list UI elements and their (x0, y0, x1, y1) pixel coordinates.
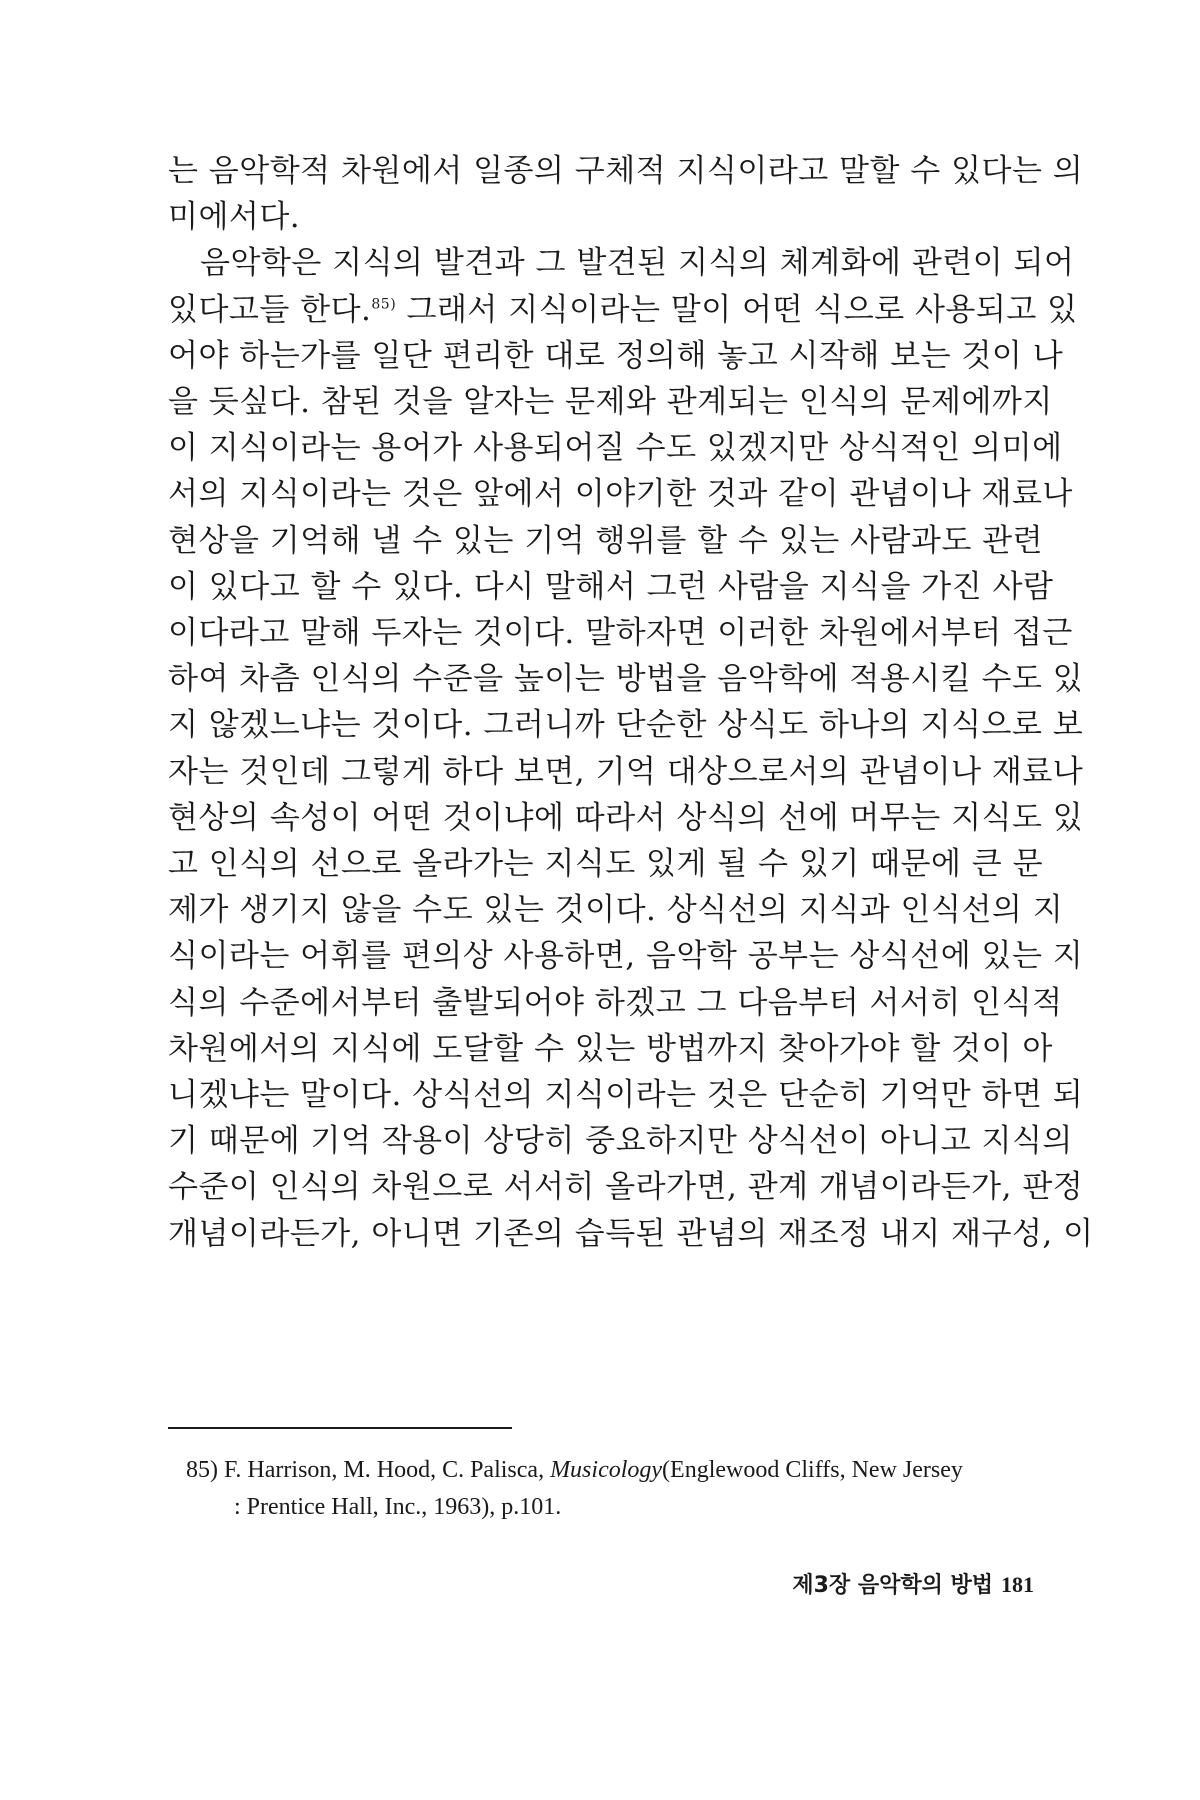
text-line-6: 을 듯싶다. 참된 것을 알자는 문제와 관계되는 인식의 문제에까지 (168, 384, 1053, 421)
footnote-authors: F. Harrison, M. Hood, C. Palisca, (224, 1457, 545, 1483)
text-line-4 (168, 287, 1078, 333)
text-line-7: 이 지식이라는 용어가 사용되어질 수도 있겠지만 상식적인 의미에 (168, 430, 1063, 467)
text-line-14: 자는 것인데 그렇게 하다 보면, 기억 대상으로서의 관념이나 재료나 (168, 753, 1084, 790)
text-line-10: 이 있다고 할 수 있다. 다시 말해서 그런 사람을 지식을 가진 사람 (168, 568, 1054, 605)
text-line-23: 수준이 인식의 차원으로 서서히 올라가면, 관계 개념이라든가, 판정 (168, 1169, 1084, 1206)
text-line-5: 어야 하는가를 일단 편리한 대로 정의해 놓고 시작해 보는 것이 나 (168, 337, 1064, 374)
text-line-17: 제가 생기지 않을 수도 있는 것이다. 상식선의 지식과 인식선의 지 (168, 892, 1064, 929)
text-line-8: 서의 지식이라는 것은 앞에서 이야기한 것과 같이 관념이나 재료나 (168, 476, 1073, 513)
text-line-22: 기 때문에 기억 작용이 상당히 중요하지만 상식선이 아니고 지식의 (168, 1123, 1073, 1160)
footnote-line-2: : Prentice Hall, Inc., 1963), p.101. (234, 1494, 562, 1520)
page-number: 181 (1001, 1572, 1034, 1597)
text-line-19: 식의 수준에서부터 출발되어야 하겠고 그 다음부터 서서히 인식적 (168, 984, 1063, 1021)
text-line-4b: 그래서 지식이라는 말이 어떤 식으로 사용되고 있 (406, 291, 1078, 328)
text-line-24: 개념이라든가, 아니면 기존의 습득된 관념의 재조정 내지 재구성, 이 (168, 1215, 1094, 1252)
text-line-16: 고 인식의 선으로 올라가는 지식도 있게 될 수 있기 때문에 큰 문 (168, 846, 1044, 883)
footnote-line-1 (186, 1452, 1026, 1489)
text-line-3: 음악학은 지식의 발견과 그 발견된 지식의 체계화에 관련이 되어 (200, 245, 1075, 282)
footnote-publisher: (Englewood Cliffs, New Jersey (662, 1457, 963, 1483)
footnote-number: 85) (186, 1457, 218, 1483)
footnote-reference: 85) (371, 296, 397, 313)
text-line-21: 니겠냐는 말이다. 상식선의 지식이라는 것은 단순히 기억만 하면 되 (168, 1077, 1084, 1114)
footnote-block (186, 1452, 1026, 1526)
text-line-11: 이다라고 말해 두자는 것이다. 말하자면 이러한 차원에서부터 접근 (168, 615, 1073, 652)
text-line-18: 식이라는 어휘를 편의상 사용하면, 음악학 공부는 상식선에 있는 지 (168, 938, 1084, 975)
footnote-divider (168, 1427, 512, 1429)
text-line-4a: 있다고들 한다. (168, 291, 372, 328)
text-line-20: 차원에서의 지식에 도달할 수 있는 방법까지 찾아가야 할 것이 아 (168, 1030, 1053, 1067)
footnote-title: Musicology (550, 1457, 663, 1483)
text-line-2: 미에서다. (168, 199, 301, 236)
running-footer (740, 1568, 1034, 1599)
text-line-12: 하여 차츰 인식의 수준을 높이는 방법을 음악학에 적용시킬 수도 있 (168, 661, 1084, 698)
text-line-13: 지 않겠느냐는 것이다. 그러니까 단순한 상식도 하나의 지식으로 보 (168, 707, 1084, 744)
text-line-9: 현상을 기억해 낼 수 있는 기억 행위를 할 수 있는 사람과도 관련 (168, 522, 1044, 559)
text-line-15: 현상의 속성이 어떤 것이냐에 따라서 상식의 선에 머무는 지식도 있 (168, 799, 1084, 836)
chapter-title: 제3장 음악학의 방법 (792, 1573, 993, 1598)
body-text (168, 148, 1094, 1257)
text-line-1: 는 음악학적 차원에서 일종의 구체적 지식이라고 말할 수 있다는 의 (168, 153, 1084, 189)
